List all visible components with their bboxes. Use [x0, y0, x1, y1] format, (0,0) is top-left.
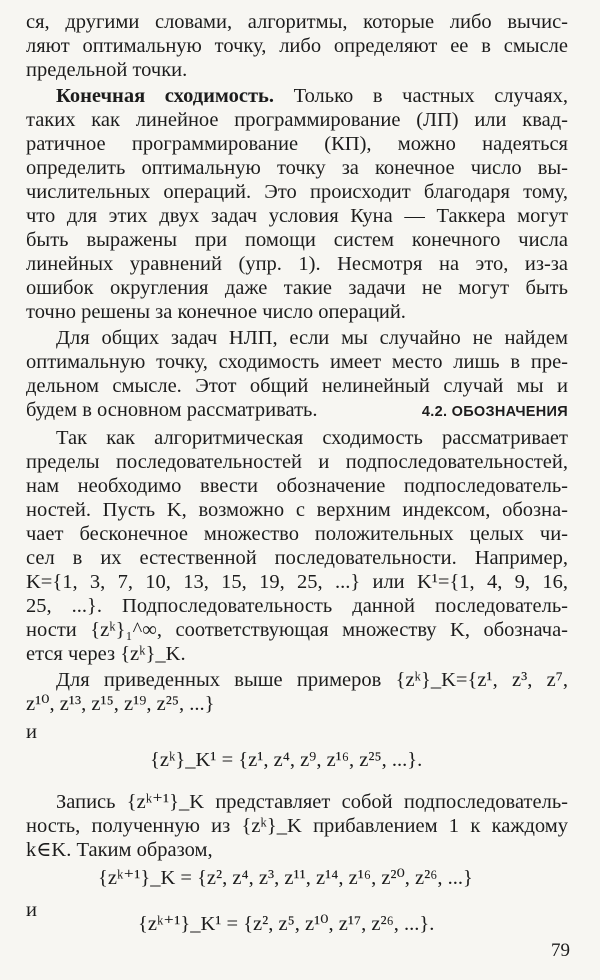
text-line: что для этих двух задач условия Куна — Таккера могут: [26, 205, 568, 227]
text-line: ности {zᵏ}₁^∞, соответствующая множеству K, обознача-: [26, 619, 568, 641]
text-line: пределы последовательностей и подпоследовательностей,: [26, 451, 568, 473]
text-line: z¹⁰, z¹³, z¹⁵, z¹⁹, z²⁵, ...}: [26, 693, 215, 715]
conjunction: и: [26, 721, 37, 743]
text-line: k∈K. Таким образом,: [26, 839, 213, 861]
display-formula: {zᵏ⁺¹}_K¹ = {z², z⁵, z¹⁰, z¹⁷, z²⁶, ...}.: [138, 913, 435, 935]
text-line: K={1, 3, 7, 10, 13, 15, 19, 25, ...} или K¹={1, 4, 9, 16,: [26, 571, 568, 593]
text-line: ратичное программирование (КП), можно надеяться: [26, 133, 568, 155]
text-line: быть выражены при помощи систем конечного числа: [26, 229, 568, 251]
text-line: таких как линейное программирование (ЛП) или квад-: [26, 109, 568, 131]
text-line: Запись {zᵏ⁺¹}_K представляет собой подпоследователь-: [56, 791, 568, 813]
page-number: 79: [551, 940, 570, 961]
run-in-heading: Конечная сходимость.: [56, 85, 275, 107]
text-line: нам необходимо ввести обозначение подпоследователь-: [26, 475, 568, 497]
display-formula: {zᵏ}_K¹ = {z¹, z⁴, z⁹, z¹⁶, z²⁵, ...}.: [150, 749, 423, 771]
text-line: будем в основном рассматривать.: [26, 399, 318, 421]
text-line: ность, полученную из {zᵏ}_K прибавлением 1 к каждому: [26, 815, 568, 837]
display-formula: {zᵏ⁺¹}_K = {z², z⁴, z³, z¹¹, z¹⁴, z¹⁶, z²⁰, z²⁶, ...}: [98, 867, 473, 889]
text-line: определить оптимальную точку за конечное число вы-: [26, 157, 568, 179]
text-line: ляют оптимальную точку, либо определяют ее в смысле: [26, 35, 568, 57]
text-line: дельном смысле. Этот общий нелинейный случай мы и: [26, 375, 568, 397]
text-line: чает бесконечное множество положительных целых чи-: [26, 523, 568, 545]
section-heading: 4.2. ОБОЗНАЧЕНИЯ: [421, 404, 568, 420]
text-span: Только в частных случаях,: [274, 85, 568, 107]
conjunction: и: [26, 899, 37, 921]
text-line: Так как алгоритмическая сходимость рассматривает: [56, 427, 568, 449]
text-line: Для общих задач НЛП, если мы случайно не найдем: [56, 327, 568, 349]
text-line: оптимальную точку, сходимость имеет место лишь в пре-: [26, 351, 568, 373]
text-line: ностей. Пусть K, возможно с верхним индексом, обозна-: [26, 499, 568, 521]
text-line: ошибок округления даже такие задачи не могут быть: [26, 277, 568, 299]
text-line: сел в их естественной последовательности. Например,: [26, 547, 568, 569]
text-line: числительных операций. Это происходит благодаря тому,: [26, 181, 568, 203]
text-line: линейных уравнений (упр. 1). Несмотря на это, из-за: [26, 253, 568, 275]
text-line: 25, ...}. Подпоследовательность данной последователь-: [26, 595, 568, 617]
text-line: предельной точки.: [26, 59, 188, 81]
text-line: ся, другими словами, алгоритмы, которые либо вычис-: [26, 11, 568, 33]
text-line: ется через {zᵏ}_K.: [26, 643, 186, 665]
text-line: [56, 84, 568, 108]
text-line: точно решены за конечное число операций.: [26, 301, 406, 323]
text-line: Для приведенных выше примеров {zᵏ}_K={z¹, z³, z⁷,: [56, 669, 568, 691]
